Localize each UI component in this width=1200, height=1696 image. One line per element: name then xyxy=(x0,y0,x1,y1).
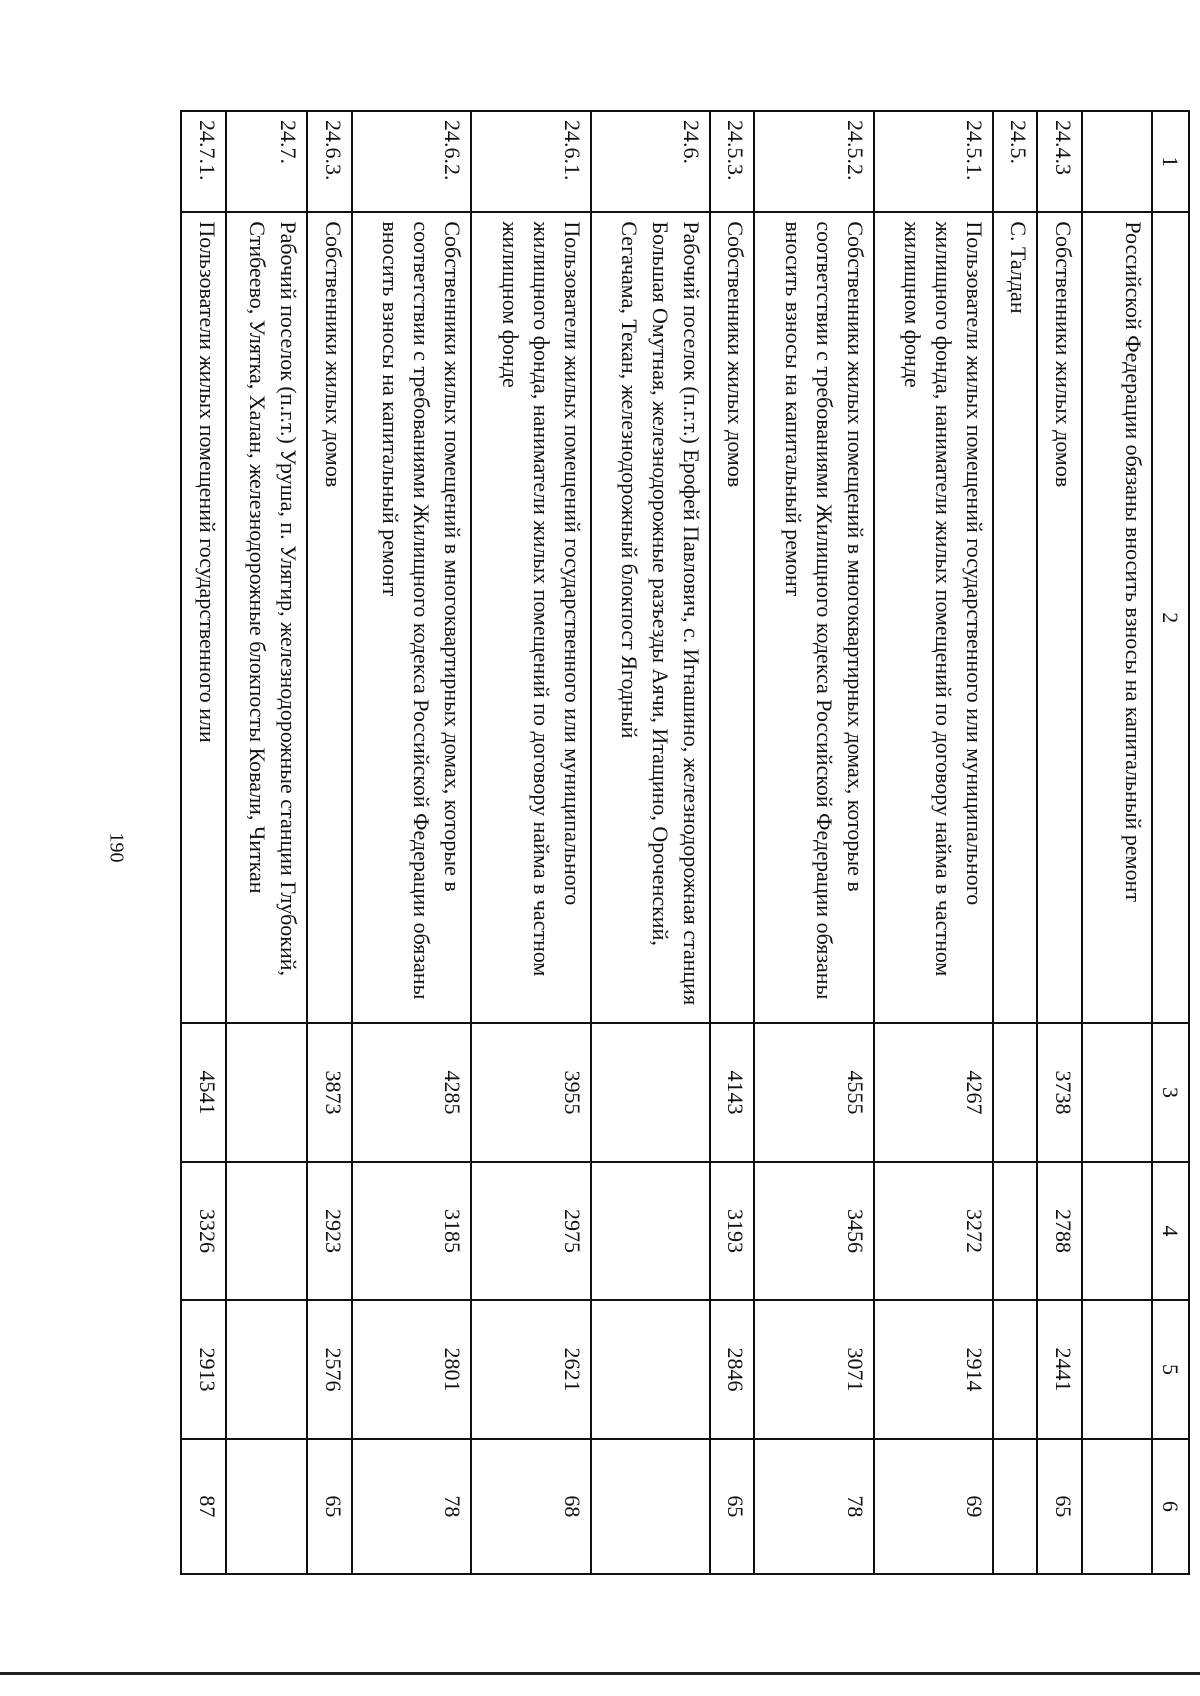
row-code xyxy=(1082,111,1152,212)
value-col4 xyxy=(993,1162,1038,1301)
value-col4: 3193 xyxy=(710,1162,755,1301)
table-row xyxy=(181,111,226,1574)
row-description: Рабочий поселок (п.г.т.) Уруша, п. Улягир, железнодорожные станции Глубокий, Стибеево, Улятка, Халан, железнодорожные блокпосты Ковали, Читкан xyxy=(226,212,308,1023)
value-col6: 69 xyxy=(874,1439,993,1574)
value-col3 xyxy=(1082,1023,1152,1162)
row-code: 24.5. xyxy=(993,111,1038,212)
value-col4: 2975 xyxy=(471,1162,590,1301)
value-col3: 3873 xyxy=(308,1023,353,1162)
table-row xyxy=(226,111,308,1574)
row-description: Пользователи жилых помещений государственного или муниципального жилищного фонда, наниматели жилых помещений по договору найма в частном жилищном фонде xyxy=(874,212,993,1023)
table-row xyxy=(874,111,993,1574)
row-description: Собственники жилых домов xyxy=(1037,212,1082,1023)
row-description: Собственники жилых домов xyxy=(308,212,353,1023)
value-col3 xyxy=(226,1023,308,1162)
value-col3: 4143 xyxy=(710,1023,755,1162)
value-col6: 78 xyxy=(352,1439,471,1574)
row-code: 24.4.3 xyxy=(1037,111,1082,212)
value-col3: 3738 xyxy=(1037,1023,1082,1162)
table-row xyxy=(352,111,471,1574)
value-col5: 2801 xyxy=(352,1300,471,1439)
row-code: 24.5.1. xyxy=(874,111,993,212)
row-description: С. Талдан xyxy=(993,212,1038,1023)
row-code: 24.5.3. xyxy=(710,111,755,212)
tariff-table xyxy=(180,110,1190,1575)
table-row xyxy=(1082,111,1152,1574)
page-number: 190 xyxy=(105,832,128,863)
value-col5: 3071 xyxy=(754,1300,873,1439)
value-col3 xyxy=(993,1023,1038,1162)
row-code: 24.5.2. xyxy=(754,111,873,212)
value-col5 xyxy=(591,1300,710,1439)
value-col5: 2441 xyxy=(1037,1300,1082,1439)
value-col6: 65 xyxy=(308,1439,353,1574)
value-col6 xyxy=(993,1439,1038,1574)
value-col6: 68 xyxy=(471,1439,590,1574)
value-col3: 3955 xyxy=(471,1023,590,1162)
value-col4 xyxy=(226,1162,308,1301)
row-code: 24.7.1. xyxy=(181,111,226,212)
table-row xyxy=(471,111,590,1574)
header-cell: 4 xyxy=(1152,1162,1189,1301)
header-row xyxy=(1152,111,1189,1574)
table-row xyxy=(591,111,710,1574)
header-cell: 6 xyxy=(1152,1439,1189,1574)
value-col4: 3456 xyxy=(754,1162,873,1301)
table-row xyxy=(1037,111,1082,1574)
table-row xyxy=(754,111,873,1574)
value-col4: 3326 xyxy=(181,1162,226,1301)
header-cell: 3 xyxy=(1152,1023,1189,1162)
value-col5: 2846 xyxy=(710,1300,755,1439)
value-col3: 4541 xyxy=(181,1023,226,1162)
header-cell: 5 xyxy=(1152,1300,1189,1439)
value-col5: 2621 xyxy=(471,1300,590,1439)
row-code: 24.6. xyxy=(591,111,710,212)
value-col4: 2923 xyxy=(308,1162,353,1301)
value-col3: 4285 xyxy=(352,1023,471,1162)
value-col6: 78 xyxy=(754,1439,873,1574)
rotated-table-wrapper xyxy=(180,110,1190,1575)
value-col3: 4555 xyxy=(754,1023,873,1162)
value-col5: 2914 xyxy=(874,1300,993,1439)
value-col6: 65 xyxy=(1037,1439,1082,1574)
row-description: Собственники жилых домов xyxy=(710,212,755,1023)
value-col6 xyxy=(226,1439,308,1574)
row-code: 24.6.1. xyxy=(471,111,590,212)
value-col4: 3185 xyxy=(352,1162,471,1301)
value-col4: 2788 xyxy=(1037,1162,1082,1301)
value-col5: 2576 xyxy=(308,1300,353,1439)
value-col3 xyxy=(591,1023,710,1162)
row-description: Собственники жилых помещений в многоквартирных домах, которые в соответствии с требованиями Жилищного кодекса Российской Федерации обязаны вносить взносы на капитальный ремонт xyxy=(754,212,873,1023)
value-col5 xyxy=(993,1300,1038,1439)
value-col6: 65 xyxy=(710,1439,755,1574)
row-code: 24.7. xyxy=(226,111,308,212)
table-row xyxy=(710,111,755,1574)
value-col5: 2913 xyxy=(181,1300,226,1439)
value-col6: 87 xyxy=(181,1439,226,1574)
value-col5 xyxy=(226,1300,308,1439)
value-col5 xyxy=(1082,1300,1152,1439)
value-col6 xyxy=(591,1439,710,1574)
row-description: Рабочий поселок (п.г.т.) Ерофей Павлович, с. Игнашино, железнодорожная станция Большая Омутная, железнодорожные разъезды Аячи, Итащино, Ороченский, Сегачама, Текан, железнодорожный блокпост Ягодный xyxy=(591,212,710,1023)
row-description: Пользователи жилых помещений государственного или xyxy=(181,212,226,1023)
row-code: 24.6.2. xyxy=(352,111,471,212)
value-col6 xyxy=(1082,1439,1152,1574)
row-description: Российской Федерации обязаны вносить взносы на капитальный ремонт xyxy=(1082,212,1152,1023)
value-col4 xyxy=(591,1162,710,1301)
row-code: 24.6.3. xyxy=(308,111,353,212)
table-row xyxy=(308,111,353,1574)
header-cell: 1 xyxy=(1152,111,1189,212)
scan-edge-line xyxy=(0,1672,1200,1675)
table-row xyxy=(993,111,1038,1574)
value-col4: 3272 xyxy=(874,1162,993,1301)
row-description: Собственники жилых помещений в многоквартирных домах, которые в соответствии с требованиями Жилищного кодекса Российской Федерации обязаны вносить взносы на капитальный ремонт xyxy=(352,212,471,1023)
header-cell: 2 xyxy=(1152,212,1189,1023)
row-description: Пользователи жилых помещений государственного или муниципального жилищного фонда, наниматели жилых помещений по договору найма в частном жилищном фонде xyxy=(471,212,590,1023)
value-col4 xyxy=(1082,1162,1152,1301)
value-col3: 4267 xyxy=(874,1023,993,1162)
